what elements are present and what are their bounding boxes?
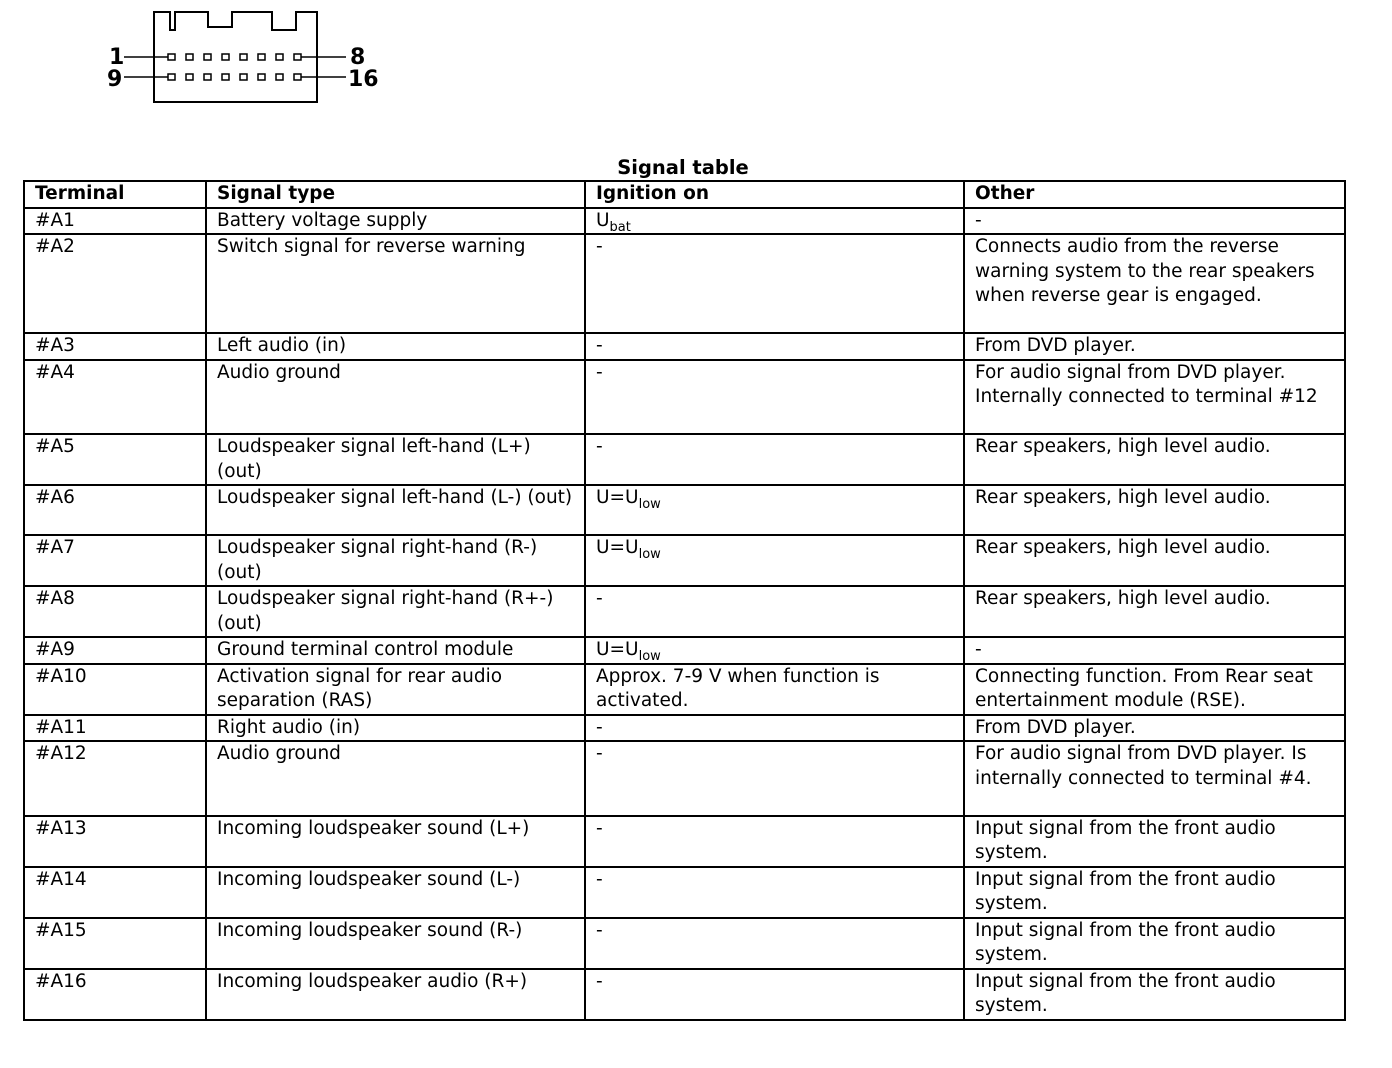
cell-other: For audio signal from DVD player. Is internally connected to terminal #4. — [964, 741, 1345, 816]
cell-terminal: #A2 — [24, 234, 206, 333]
cell-terminal: #A14 — [24, 867, 206, 918]
cell-other: Rear speakers, high level audio. — [964, 434, 1345, 485]
cell-ignition-on — [585, 485, 964, 535]
pin-10 — [186, 74, 193, 80]
cell-ignition-on — [585, 918, 964, 969]
pin-12 — [222, 74, 229, 80]
cell-ignition-on — [585, 360, 964, 435]
cell-terminal: #A9 — [24, 637, 206, 664]
cell-terminal: #A3 — [24, 333, 206, 360]
table-row — [24, 485, 1345, 535]
pin-16 — [294, 74, 301, 80]
table-body — [24, 208, 1345, 1020]
cell-signal-type: Audio ground — [206, 741, 585, 816]
cell-other: Rear speakers, high level audio. — [964, 485, 1345, 535]
ignition-value: U=U — [596, 537, 639, 558]
cell-terminal: #A6 — [24, 485, 206, 535]
table-row — [24, 586, 1345, 637]
cell-ignition-on — [585, 715, 964, 742]
cell-other: Connects audio from the reverse warning system to the rear speakers when reverse gear is engaged. — [964, 234, 1345, 333]
cell-signal-type: Activation signal for rear audio separation (RAS) — [206, 664, 585, 715]
cell-terminal: #A5 — [24, 434, 206, 485]
table-row — [24, 918, 1345, 969]
header-ignition-on: Ignition on — [585, 181, 964, 208]
pin-4 — [222, 54, 229, 60]
cell-ignition-on — [585, 208, 964, 235]
pin-14 — [258, 74, 265, 80]
connector-diagram — [0, 0, 400, 110]
pin-2 — [186, 54, 193, 60]
pin-label-1: 1 — [109, 45, 125, 70]
cell-signal-type: Incoming loudspeaker sound (L-) — [206, 867, 585, 918]
cell-other: Input signal from the front audio system. — [964, 816, 1345, 867]
cell-terminal: #A1 — [24, 208, 206, 235]
cell-other: - — [964, 208, 1345, 235]
table-row — [24, 234, 1345, 333]
cell-signal-type: Left audio (in) — [206, 333, 585, 360]
pin-1 — [168, 54, 175, 60]
cell-ignition-on — [585, 741, 964, 816]
ignition-value: Approx. 7-9 V when function is activated. — [596, 665, 880, 711]
pin-label-16: 16 — [348, 67, 379, 92]
ignition-value: U — [596, 209, 610, 231]
ignition-value: - — [596, 970, 603, 992]
table-row — [24, 816, 1345, 867]
cell-ignition-on — [585, 969, 964, 1020]
cell-ignition-on — [585, 434, 964, 485]
cell-terminal: #A10 — [24, 664, 206, 715]
table-row — [24, 715, 1345, 742]
pin-13 — [240, 74, 247, 80]
ignition-subscript: low — [638, 497, 661, 512]
cell-ignition-on — [585, 664, 964, 715]
ignition-value: - — [596, 817, 603, 839]
cell-signal-type: Loudspeaker signal left-hand (L+) (out) — [206, 434, 585, 485]
pin-5 — [240, 54, 247, 60]
signal-table — [23, 180, 1346, 1021]
cell-ignition-on — [585, 816, 964, 867]
cell-ignition-on — [585, 333, 964, 360]
cell-signal-type: Loudspeaker signal right-hand (R+-) (out) — [206, 586, 585, 637]
cell-other: Rear speakers, high level audio. — [964, 535, 1345, 586]
pin-label-8: 8 — [350, 45, 366, 70]
cell-terminal: #A13 — [24, 816, 206, 867]
header-other: Other — [964, 181, 1345, 208]
cell-other: Input signal from the front audio system. — [964, 918, 1345, 969]
ignition-value: - — [596, 588, 603, 609]
connector-pin-row-bottom — [168, 74, 301, 80]
cell-terminal: #A7 — [24, 535, 206, 586]
header-row — [24, 181, 1345, 208]
cell-other: - — [964, 637, 1345, 664]
table-row — [24, 434, 1345, 485]
ignition-value: - — [596, 716, 603, 738]
table-row — [24, 741, 1345, 816]
cell-ignition-on — [585, 234, 964, 333]
pin-8 — [294, 54, 301, 60]
ignition-value: U=U — [596, 487, 639, 508]
table-header — [24, 181, 1345, 208]
pin-15 — [276, 74, 283, 80]
pin-6 — [258, 54, 265, 60]
table-row — [24, 664, 1345, 715]
table-row — [24, 867, 1345, 918]
table-row — [24, 535, 1345, 586]
cell-signal-type: Switch signal for reverse warning — [206, 234, 585, 333]
ignition-value: U=U — [596, 639, 639, 660]
header-terminal: Terminal — [24, 181, 206, 208]
ignition-value: - — [596, 743, 603, 764]
ignition-value: - — [596, 436, 603, 457]
cell-ignition-on — [585, 535, 964, 586]
cell-other: Connecting function. From Rear seat entertainment module (RSE). — [964, 664, 1345, 715]
table-row — [24, 333, 1345, 360]
cell-terminal: #A11 — [24, 715, 206, 742]
cell-signal-type: Loudspeaker signal right-hand (R-) (out) — [206, 535, 585, 586]
ignition-subscript: low — [638, 547, 661, 562]
cell-signal-type: Audio ground — [206, 360, 585, 435]
cell-terminal: #A15 — [24, 918, 206, 969]
cell-signal-type: Incoming loudspeaker sound (L+) — [206, 816, 585, 867]
cell-other: For audio signal from DVD player. Internally connected to terminal #12 — [964, 360, 1345, 435]
cell-signal-type: Ground terminal control module — [206, 637, 585, 664]
pin-11 — [204, 74, 211, 80]
pin-label-9: 9 — [107, 67, 123, 92]
ignition-value: - — [596, 868, 603, 890]
cell-signal-type: Incoming loudspeaker audio (R+) — [206, 969, 585, 1020]
cell-terminal: #A8 — [24, 586, 206, 637]
ignition-value: - — [596, 236, 603, 257]
cell-signal-type: Battery voltage supply — [206, 208, 585, 235]
cell-terminal: #A12 — [24, 741, 206, 816]
pin-9 — [168, 74, 175, 80]
table-row — [24, 969, 1345, 1020]
ignition-subscript: low — [638, 649, 661, 664]
cell-ignition-on — [585, 637, 964, 664]
cell-signal-type: Incoming loudspeaker sound (R-) — [206, 918, 585, 969]
cell-other: Input signal from the front audio system. — [964, 969, 1345, 1020]
cell-terminal: #A4 — [24, 360, 206, 435]
table-row — [24, 208, 1345, 235]
cell-other: From DVD player. — [964, 715, 1345, 742]
connector-pin-row-top — [168, 54, 301, 60]
pin-7 — [276, 54, 283, 60]
pin-3 — [204, 54, 211, 60]
ignition-subscript: bat — [609, 219, 631, 234]
cell-signal-type: Loudspeaker signal left-hand (L-) (out) — [206, 485, 585, 535]
connector-housing-outline — [154, 12, 317, 102]
cell-other: From DVD player. — [964, 333, 1345, 360]
header-signal-type: Signal type — [206, 181, 585, 208]
table-row — [24, 360, 1345, 435]
cell-other: Rear speakers, high level audio. — [964, 586, 1345, 637]
cell-ignition-on — [585, 867, 964, 918]
cell-terminal: #A16 — [24, 969, 206, 1020]
ignition-value: - — [596, 361, 603, 383]
table-row — [24, 637, 1345, 664]
ignition-value: - — [596, 335, 603, 356]
table-title: Signal table — [617, 156, 749, 179]
cell-ignition-on — [585, 586, 964, 637]
cell-other: Input signal from the front audio system. — [964, 867, 1345, 918]
ignition-value: - — [596, 919, 603, 941]
cell-signal-type: Right audio (in) — [206, 715, 585, 742]
